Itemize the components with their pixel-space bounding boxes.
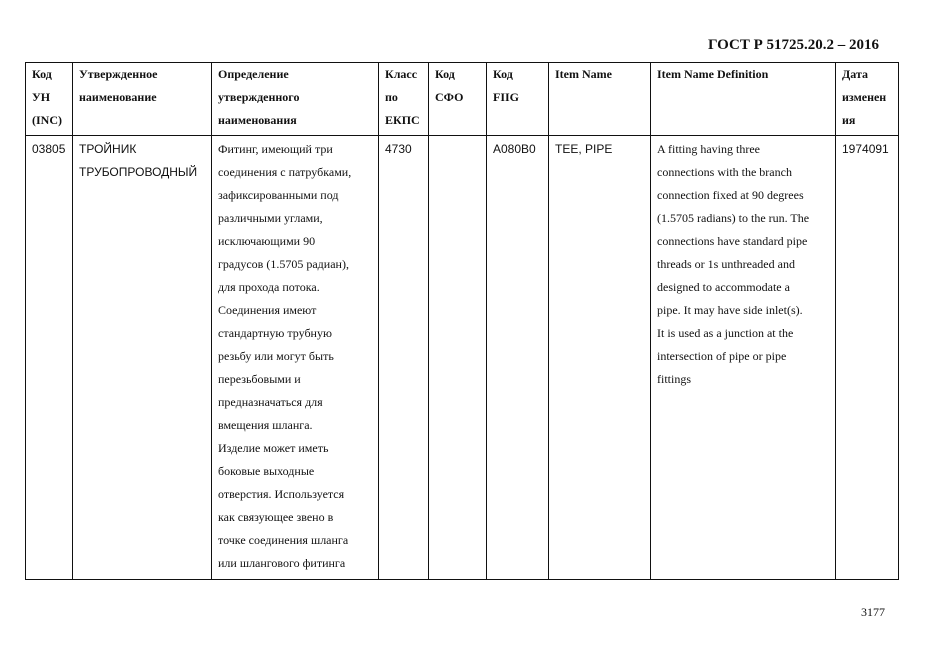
cell-approved-name: ТРОЙНИК ТРУБОПРОВОДНЫЙ [73, 136, 212, 580]
column-header-item-name-definition: Item Name Definition [651, 63, 836, 136]
cell-definition-ru: Фитинг, имеющий три соединения с патрубками, зафиксированными под различными углами, исключающими 90 градусов (1.5705 радиан), для прохода потока. Соединения имеют стандартную трубную резьбу или могут быть перезьбовыми и предназначаться для вмещения шланга. Изделие может иметь боковые выходные отверстия. Используется как связующее звено в точке соединения шланга или шлангового фитинга [212, 136, 379, 580]
table-header-row [26, 63, 899, 136]
item-name-table [25, 62, 899, 580]
column-header-fiig-code: Код FIIG [487, 63, 549, 136]
table-row [26, 136, 899, 580]
column-header-sfo-code: Код СФО [429, 63, 487, 136]
column-header-item-name: Item Name [549, 63, 651, 136]
cell-fiig-code: A080B0 [487, 136, 549, 580]
column-header-change-date: Дата изменен ия [836, 63, 899, 136]
document-standard-header: ГОСТ Р 51725.20.2 – 2016 [708, 37, 880, 53]
cell-sfo-code [429, 136, 487, 580]
column-header-ekps-class: Класс по ЕКПС [379, 63, 429, 136]
cell-inc-code: 03805 [26, 136, 73, 580]
column-header-approved-name: Утвержденное наименование [73, 63, 212, 136]
column-header-definition: Определение утвержденного наименования [212, 63, 379, 136]
column-header-inc-code: Код УН (INC) [26, 63, 73, 136]
cell-item-name: TEE, PIPE [549, 136, 651, 580]
cell-ekps-class: 4730 [379, 136, 429, 580]
cell-change-date: 1974091 [836, 136, 899, 580]
page-number: 3177 [861, 605, 885, 619]
cell-item-name-definition: A fitting having three connections with the branch connection fixed at 90 degrees (1.5705 radians) to the run. The connections have standard pipe threads or 1s unthreaded and designed to accommodate a pipe. It may have side inlet(s). It is used as a junction at the intersection of pipe or pipe fittings [651, 136, 836, 580]
